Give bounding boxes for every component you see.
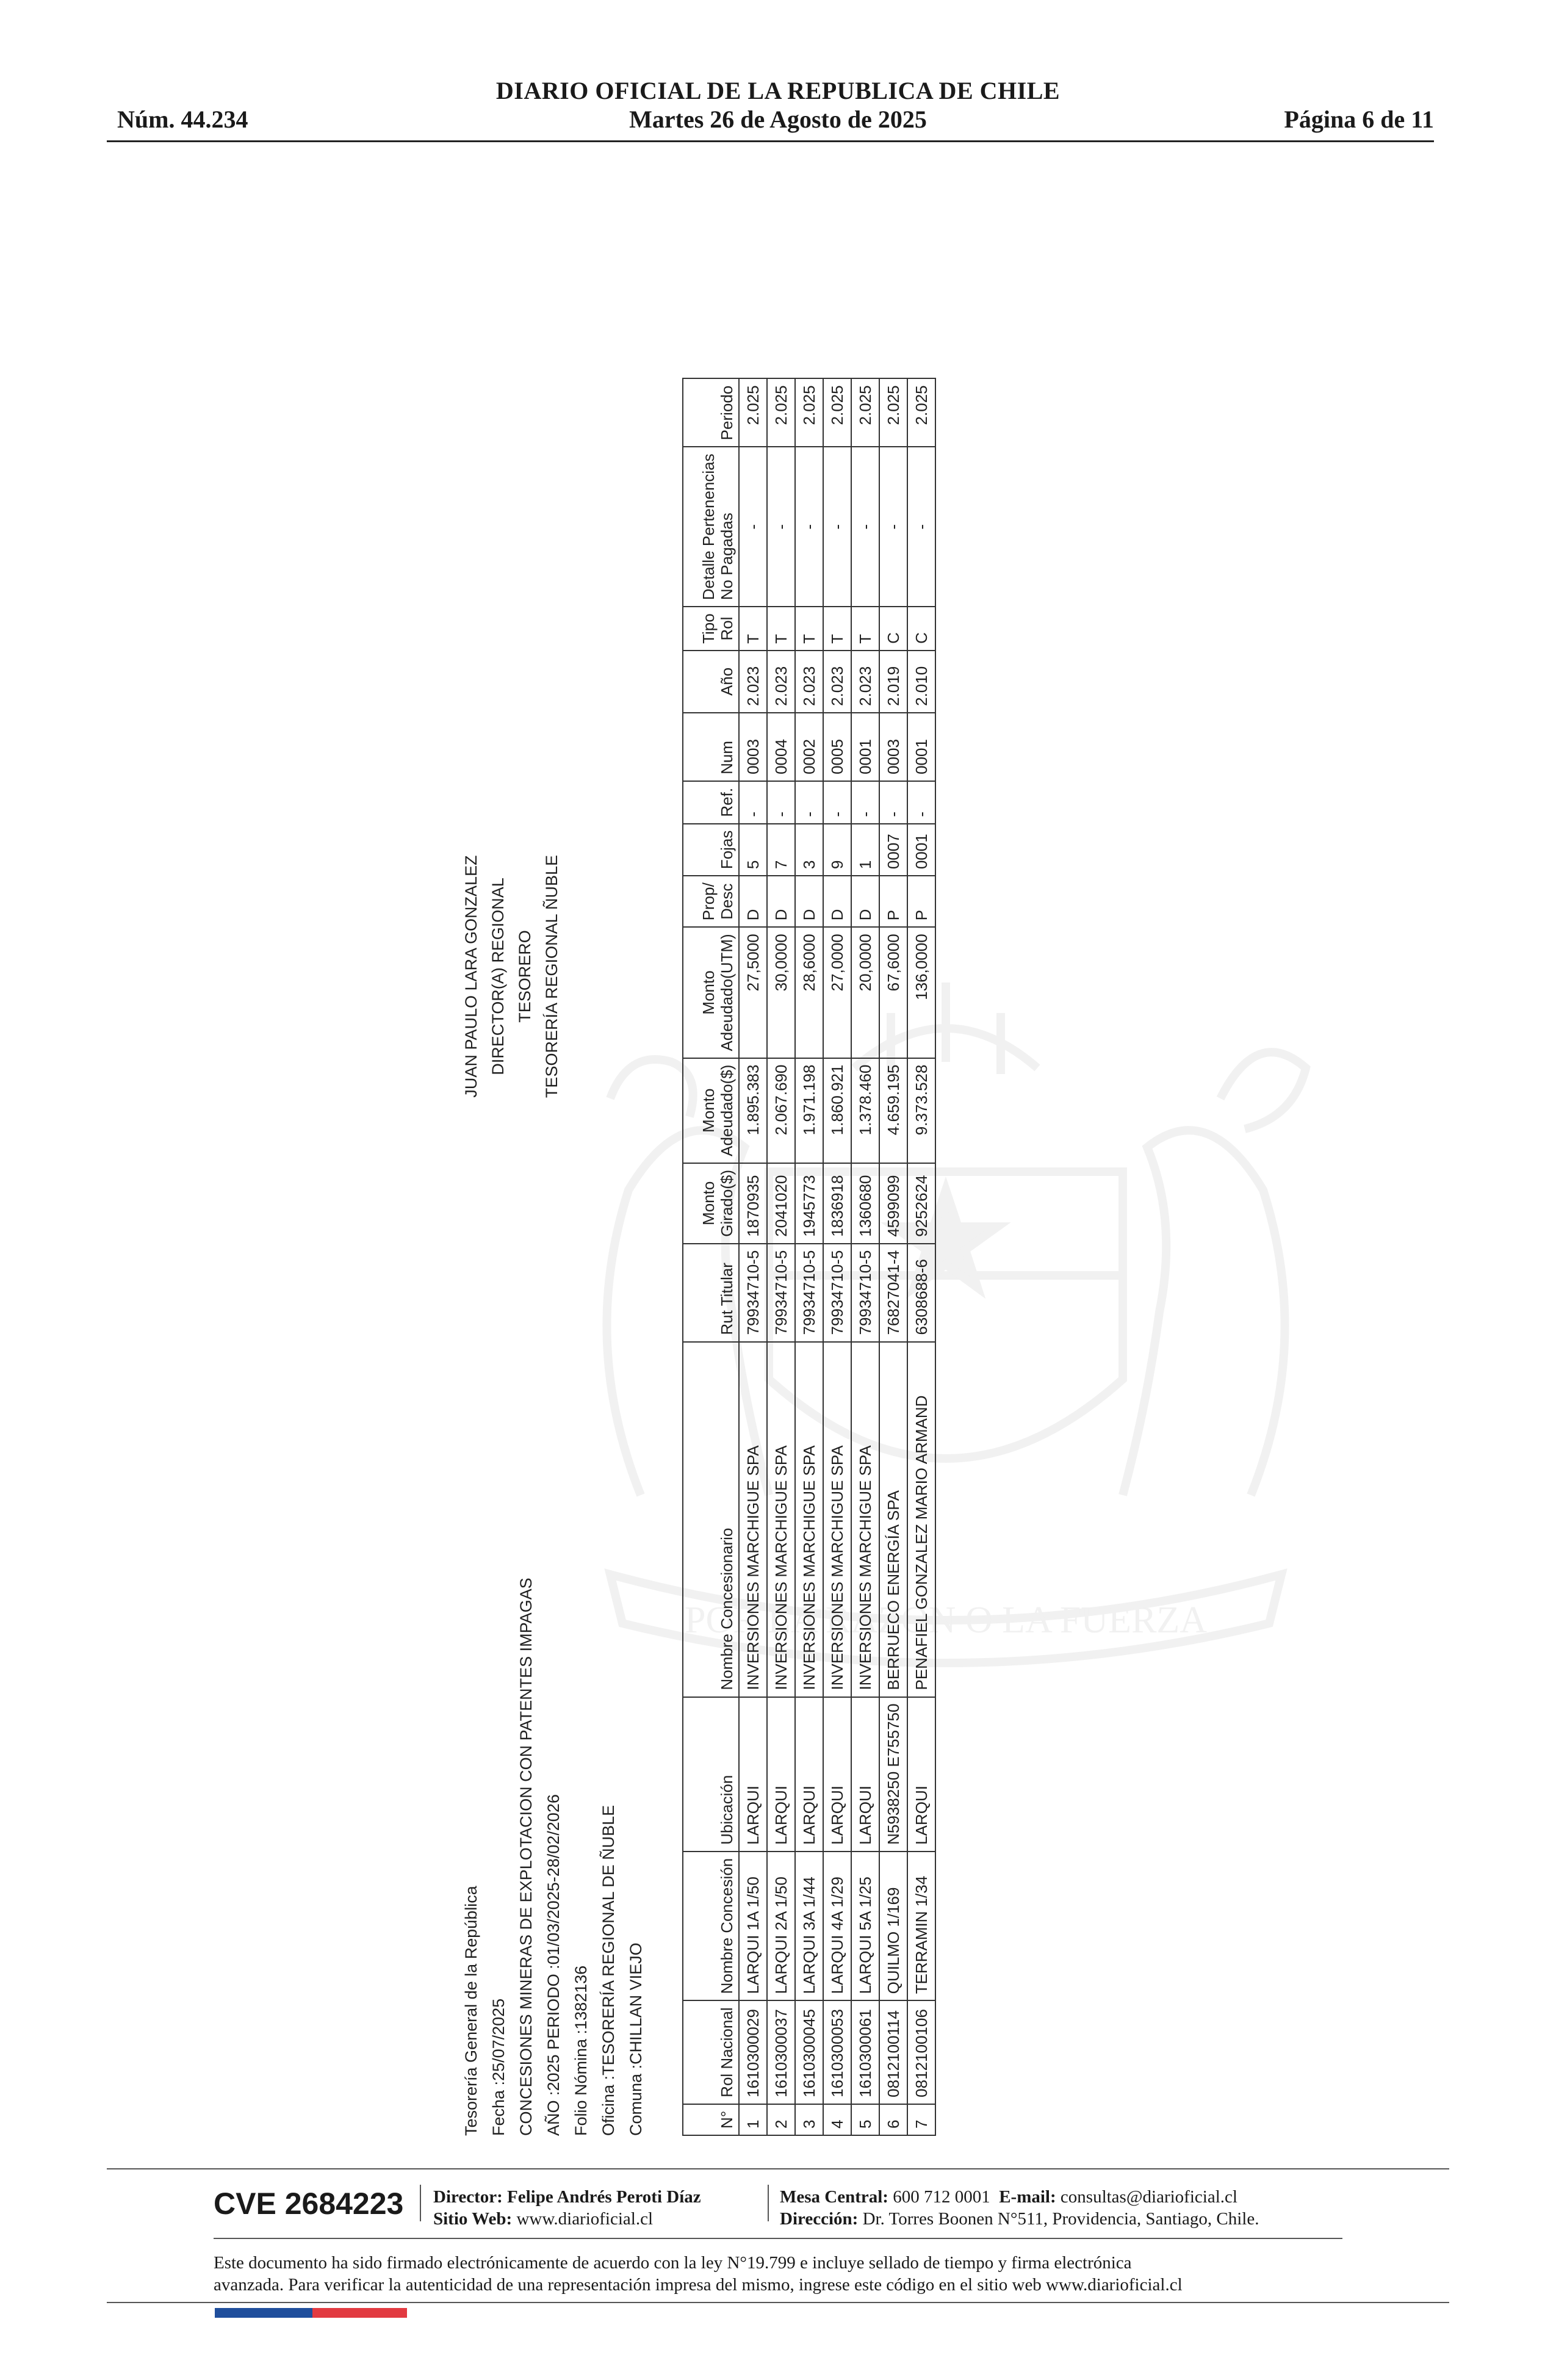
col-header-adeudado-l2: Adeudado($) <box>718 1064 736 1156</box>
cell-periodo: 2.025 <box>907 378 935 447</box>
cell-utm: 20,0000 <box>851 927 879 1058</box>
page-header <box>0 0 1556 146</box>
cell-prop: D <box>795 876 823 927</box>
cell-anio: 2.023 <box>767 651 795 713</box>
cell-adeudado: 1.895.383 <box>739 1058 767 1163</box>
col-header-girado-l1: Monto <box>699 1181 718 1225</box>
cell-concesionario: INVERSIONES MARCHIGUE SPA <box>851 1342 879 1697</box>
cell-rut: 6308688-6 <box>907 1244 935 1342</box>
col-header-adeudado-l1: Monto <box>699 1088 718 1133</box>
cell-anio: 2.023 <box>739 651 767 713</box>
cell-anio: 2.023 <box>851 651 879 713</box>
col-header-ref: Ref. <box>683 781 739 824</box>
col-header-tipo <box>683 607 739 651</box>
col-header-periodo: Periodo <box>683 378 739 447</box>
cell-ref: - <box>739 781 767 824</box>
cell-fojas: 5 <box>739 824 767 876</box>
cell-periodo: 2.025 <box>767 378 795 447</box>
cell-utm: 30,0000 <box>767 927 795 1058</box>
signature-block <box>458 836 565 1117</box>
newspaper-title: DIARIO OFICIAL DE LA REPUBLICA DE CHILE <box>495 77 1061 104</box>
footer-director <box>433 2186 701 2230</box>
cell-girado: 1870935 <box>739 1163 767 1244</box>
mesa-phone: 600 712 0001 <box>893 2187 990 2207</box>
info-comuna: Comuna :CHILLAN VIEJO <box>627 1942 645 2136</box>
cell-num: 0003 <box>879 713 907 781</box>
cell-periodo: 2.025 <box>851 378 879 447</box>
cell-num: 0005 <box>823 713 851 781</box>
signature-role: DIRECTOR(A) REGIONAL <box>489 878 507 1075</box>
cell-concesionario: INVERSIONES MARCHIGUE SPA <box>823 1342 851 1697</box>
col-header-prop-l1: Prop/ <box>699 882 718 921</box>
footer-contact <box>780 2186 1259 2230</box>
cell-utm: 28,6000 <box>795 927 823 1058</box>
cell-girado: 1945773 <box>795 1163 823 1244</box>
issue-date: Martes 26 de Agosto de 2025 <box>629 106 927 133</box>
footer-divider-mid <box>214 2238 1342 2239</box>
cell-anio: 2.023 <box>795 651 823 713</box>
cell-num: 0002 <box>795 713 823 781</box>
cell-prop: D <box>767 876 795 927</box>
cell-ref: - <box>907 781 935 824</box>
cell-adeudado: 1.378.460 <box>851 1058 879 1163</box>
legal-notice-line1: Este documento ha sido firmado electrónicamente de acuerdo con la ley N°19.799 e incluye sellado de tiempo y firma electrónica <box>214 2253 1132 2273</box>
flag-bar-blue <box>215 2308 312 2318</box>
cell-rut: 79934710-5 <box>823 1244 851 1342</box>
direccion-label: Dirección: <box>780 2209 859 2229</box>
col-header-tipo-l2: Rol <box>718 616 736 641</box>
cell-rut: 79934710-5 <box>795 1244 823 1342</box>
table-row <box>879 378 907 2135</box>
cell-ref: - <box>879 781 907 824</box>
cell-adeudado: 9.373.528 <box>907 1058 935 1163</box>
cell-girado: 9252624 <box>907 1163 935 1244</box>
info-period: AÑO :2025 PERIODO :01/03/2025-28/02/2026 <box>544 1794 563 2136</box>
info-institution: Tesorería General de la República <box>462 1886 480 2136</box>
col-header-detalle-l1: Detalle Pertenencias <box>699 453 718 600</box>
cell-prop: D <box>739 876 767 927</box>
col-header-girado <box>683 1163 739 1244</box>
cell-girado: 2041020 <box>767 1163 795 1244</box>
cell-ubicacion: N5938250 E755750 <box>879 1697 907 1852</box>
cell-ref: - <box>795 781 823 824</box>
cell-adeudado: 1.971.198 <box>795 1058 823 1163</box>
col-header-utm <box>683 927 739 1058</box>
page-number: Página 6 de 11 <box>1284 106 1434 133</box>
col-header-prop <box>683 876 739 927</box>
cell-detalle: - <box>823 447 851 607</box>
cell-fojas: 7 <box>767 824 795 876</box>
cell-tipo: T <box>767 607 795 651</box>
cell-rut: 79934710-5 <box>851 1244 879 1342</box>
cell-n: 2 <box>767 2104 795 2135</box>
cell-concesionario: INVERSIONES MARCHIGUE SPA <box>795 1342 823 1697</box>
cell-tipo: T <box>851 607 879 651</box>
cell-prop: P <box>879 876 907 927</box>
footer-divider-top <box>107 2168 1449 2169</box>
flag-bar-red <box>312 2308 407 2318</box>
cell-adeudado: 2.067.690 <box>767 1058 795 1163</box>
cell-rol: 0812100106 <box>907 2000 935 2104</box>
concessions-table <box>682 378 936 2136</box>
cell-utm: 67,6000 <box>879 927 907 1058</box>
cell-utm: 27,0000 <box>823 927 851 1058</box>
cell-adeudado: 1.860.921 <box>823 1058 851 1163</box>
footer-separator-2 <box>768 2185 769 2221</box>
cell-concesion: LARQUI 5A 1/25 <box>851 1852 879 2001</box>
signature-office: TESORERÍA REGIONAL ÑUBLE <box>542 854 561 1098</box>
cell-num: 0003 <box>739 713 767 781</box>
cell-num: 0001 <box>851 713 879 781</box>
col-header-adeudado <box>683 1058 739 1163</box>
cell-fojas: 1 <box>851 824 879 876</box>
cell-concesion: QUILMO 1/169 <box>879 1852 907 2001</box>
cell-concesionario: PENAFIEL GONZALEZ MARIO ARMAND <box>907 1342 935 1697</box>
cell-concesion: LARQUI 1A 1/50 <box>739 1852 767 2001</box>
cell-rol: 1610300029 <box>739 2000 767 2104</box>
cell-girado: 1360680 <box>851 1163 879 1244</box>
cell-ref: - <box>823 781 851 824</box>
watermark-motto: POR LA RAZON O LA FUERZA <box>684 1599 1208 1641</box>
director-name: Felipe Andrés Peroti Díaz <box>507 2187 701 2207</box>
cell-prop: P <box>907 876 935 927</box>
cell-rol: 1610300045 <box>795 2000 823 2104</box>
cell-n: 4 <box>823 2104 851 2135</box>
email-link[interactable]: consultas@diarioficial.cl <box>1060 2187 1237 2207</box>
col-header-num: Num <box>683 713 739 781</box>
cell-rol: 1610300037 <box>767 2000 795 2104</box>
cell-ubicacion: LARQUI <box>767 1697 795 1852</box>
director-label: Director: <box>433 2187 503 2207</box>
col-header-fojas: Fojas <box>683 824 739 876</box>
cell-rut: 79934710-5 <box>739 1244 767 1342</box>
cell-detalle: - <box>851 447 879 607</box>
col-header-detalle-l2: No Pagadas <box>718 513 736 600</box>
cell-concesionario: INVERSIONES MARCHIGUE SPA <box>767 1342 795 1697</box>
cell-detalle: - <box>739 447 767 607</box>
cell-fojas: 0001 <box>907 824 935 876</box>
col-header-utm-l2: Adeudado(UTM) <box>718 934 736 1051</box>
cell-periodo: 2.025 <box>879 378 907 447</box>
footer-separator-1 <box>420 2185 421 2221</box>
cell-ubicacion: LARQUI <box>907 1697 935 1852</box>
cell-ubicacion: LARQUI <box>823 1697 851 1852</box>
col-header-detalle <box>683 447 739 607</box>
cell-detalle: - <box>907 447 935 607</box>
cell-anio: 2.023 <box>823 651 851 713</box>
col-header-tipo-l1: Tipo <box>699 613 718 644</box>
cell-num: 0004 <box>767 713 795 781</box>
cell-rut: 76827041-4 <box>879 1244 907 1342</box>
web-label: Sitio Web: <box>433 2209 513 2229</box>
footer-divider-bottom <box>107 2302 1449 2303</box>
cell-ref: - <box>851 781 879 824</box>
table-row <box>907 378 935 2135</box>
issue-number: Núm. 44.234 <box>117 106 248 133</box>
col-header-anio: Año <box>683 651 739 713</box>
info-subject: CONCESIONES MINERAS DE EXPLOTACION CON PATENTES IMPAGAS <box>517 1578 535 2136</box>
email-label: E-mail: <box>999 2187 1056 2207</box>
signature-title: TESORERO <box>516 930 534 1023</box>
col-header-prop-l2: Desc <box>718 883 736 920</box>
cell-tipo: C <box>907 607 935 651</box>
col-header-ubicacion: Ubicación <box>683 1697 739 1852</box>
header-divider <box>107 140 1434 142</box>
info-date: Fecha :25/07/2025 <box>489 1998 508 2136</box>
cell-n: 5 <box>851 2104 879 2135</box>
info-folio: Folio Nómina :1382136 <box>572 1965 590 2136</box>
col-header-n: N° <box>683 2104 739 2135</box>
cell-ubicacion: LARQUI <box>851 1697 879 1852</box>
cell-anio: 2.019 <box>879 651 907 713</box>
col-header-girado-l2: Girado($) <box>718 1169 736 1237</box>
cell-periodo: 2.025 <box>739 378 767 447</box>
direccion-value: Dr. Torres Boonen N°511, Providencia, Santiago, Chile. <box>862 2209 1259 2229</box>
cve-code: CVE 2684223 <box>214 2187 404 2221</box>
cell-prop: D <box>851 876 879 927</box>
col-header-rut: Rut Titular <box>683 1244 739 1342</box>
cell-rol: 1610300053 <box>823 2000 851 2104</box>
info-office: Oficina :TESORERÍA REGIONAL DE ÑUBLE <box>599 1805 618 2136</box>
cell-tipo: T <box>739 607 767 651</box>
cell-rol: 1610300061 <box>851 2000 879 2104</box>
cell-concesionario: INVERSIONES MARCHIGUE SPA <box>739 1342 767 1697</box>
web-link[interactable]: www.diarioficial.cl <box>516 2209 654 2229</box>
cell-tipo: C <box>879 607 907 651</box>
cell-ubicacion: LARQUI <box>739 1697 767 1852</box>
table-row <box>767 378 795 2135</box>
rotated-report <box>458 183 946 2136</box>
cell-tipo: T <box>795 607 823 651</box>
cell-rol: 0812100114 <box>879 2000 907 2104</box>
mesa-label: Mesa Central: <box>780 2187 888 2207</box>
cell-concesionario: BERRUECO ENERGÍA SPA <box>879 1342 907 1697</box>
signature-name: JUAN PAULO LARA GONZALEZ <box>462 855 480 1098</box>
col-header-utm-l1: Monto <box>699 970 718 1015</box>
cell-periodo: 2.025 <box>795 378 823 447</box>
cell-periodo: 2.025 <box>823 378 851 447</box>
cell-num: 0001 <box>907 713 935 781</box>
cell-n: 3 <box>795 2104 823 2135</box>
table-row <box>823 378 851 2135</box>
cell-concesion: LARQUI 3A 1/44 <box>795 1852 823 2001</box>
col-header-rol: Rol Nacional <box>683 2000 739 2104</box>
cell-rut: 79934710-5 <box>767 1244 795 1342</box>
report-info <box>458 1578 650 2136</box>
cell-ubicacion: LARQUI <box>795 1697 823 1852</box>
legal-notice-line2: avanzada. Para verificar la autenticidad de una representación impresa del mismo, ingrese este código en el sitio web www.diarioficial.cl <box>214 2275 1183 2295</box>
col-header-concesion: Nombre Concesión <box>683 1852 739 2001</box>
table-row <box>795 378 823 2135</box>
cell-utm: 136,0000 <box>907 927 935 1058</box>
cell-anio: 2.010 <box>907 651 935 713</box>
cell-concesion: LARQUI 4A 1/29 <box>823 1852 851 2001</box>
table-row <box>739 378 767 2135</box>
cell-adeudado: 4.659.195 <box>879 1058 907 1163</box>
cell-concesion: LARQUI 2A 1/50 <box>767 1852 795 2001</box>
cell-n: 7 <box>907 2104 935 2135</box>
cell-utm: 27,5000 <box>739 927 767 1058</box>
cell-detalle: - <box>879 447 907 607</box>
cell-fojas: 9 <box>823 824 851 876</box>
cell-fojas: 0007 <box>879 824 907 876</box>
cell-concesion: TERRAMIN 1/34 <box>907 1852 935 2001</box>
cell-girado: 4599099 <box>879 1163 907 1244</box>
col-header-concesionario: Nombre Concesionario <box>683 1342 739 1697</box>
cell-detalle: - <box>767 447 795 607</box>
cell-fojas: 3 <box>795 824 823 876</box>
cell-n: 1 <box>739 2104 767 2135</box>
cell-tipo: T <box>823 607 851 651</box>
legal-notice <box>214 2252 1373 2296</box>
table-header-row <box>683 378 739 2135</box>
cell-n: 6 <box>879 2104 907 2135</box>
cell-prop: D <box>823 876 851 927</box>
table-row <box>851 378 879 2135</box>
cell-girado: 1836918 <box>823 1163 851 1244</box>
cell-detalle: - <box>795 447 823 607</box>
cell-ref: - <box>767 781 795 824</box>
